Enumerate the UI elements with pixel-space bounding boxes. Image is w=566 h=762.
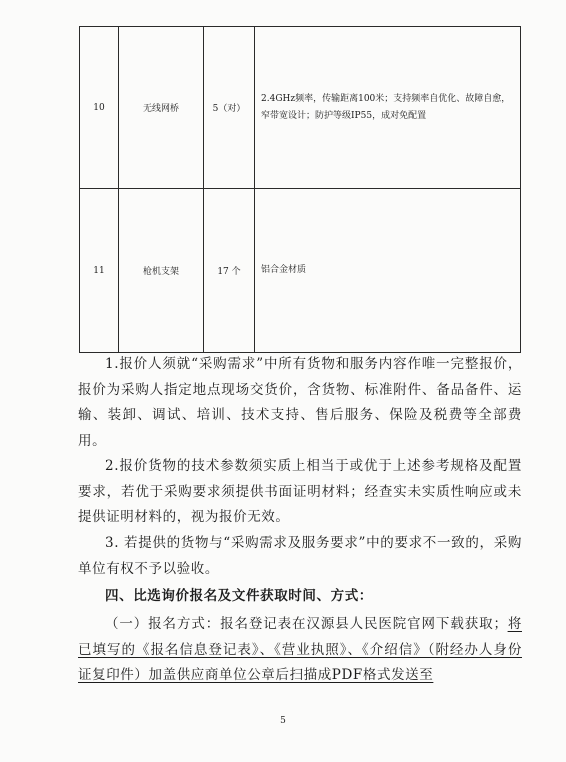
row-number: 10 [80, 27, 119, 189]
item-spec: 铝合金材质 [255, 189, 521, 353]
row-number: 11 [80, 189, 119, 353]
spec-table [79, 26, 521, 353]
item-name: 无线网桥 [119, 27, 204, 189]
registration-underlined: 将已填写的《报名信息登记表》、《营业执照》、《介绍信》（附经办人身份证复印件）加盖供应商单位公章后扫描成PDF格式发送至 [78, 616, 522, 683]
page-number: 5 [280, 716, 286, 726]
table-row [80, 189, 521, 353]
paragraph-registration [78, 612, 522, 689]
item-quantity: 17 个 [204, 189, 255, 353]
paragraph-acceptance: 3. 若提供的货物与“采购需求及服务要求”中的要求不一致的，采购单位有权不予以验收。 [78, 535, 522, 577]
registration-lead: （一）报名方式：报名登记表在汉源县人民医院官网下载获取； [105, 616, 508, 632]
item-quantity: 5（对） [204, 27, 255, 189]
item-name: 枪机支架 [119, 189, 204, 353]
paragraph-technical-params: 2.报价货物的技术参数须实质上相当于或优于上述参考规格及配置要求，若优于采购要求须提供书面证明材料；经查实未实质性响应或未提供证明材料的，视为报价无效。 [78, 458, 522, 525]
item-spec: 2.4GHz频率，传输距离100米；支持频率自优化、故障自愈，窄带宽设计；防护等级IP55，成对免配置 [255, 27, 521, 189]
paragraph-quote-scope: 1.报价人须就“采购需求”中所有货物和服务内容作唯一完整报价，报价为采购人指定地点现场交货价，含货物、标准附件、备品备件、运输、装卸、调试、培训、技术支持、售后服务、保险及税费等全部费用。 [78, 356, 522, 449]
table-row [80, 27, 521, 189]
section-heading: 四、比选询价报名及文件获取时间、方式： [105, 588, 373, 604]
